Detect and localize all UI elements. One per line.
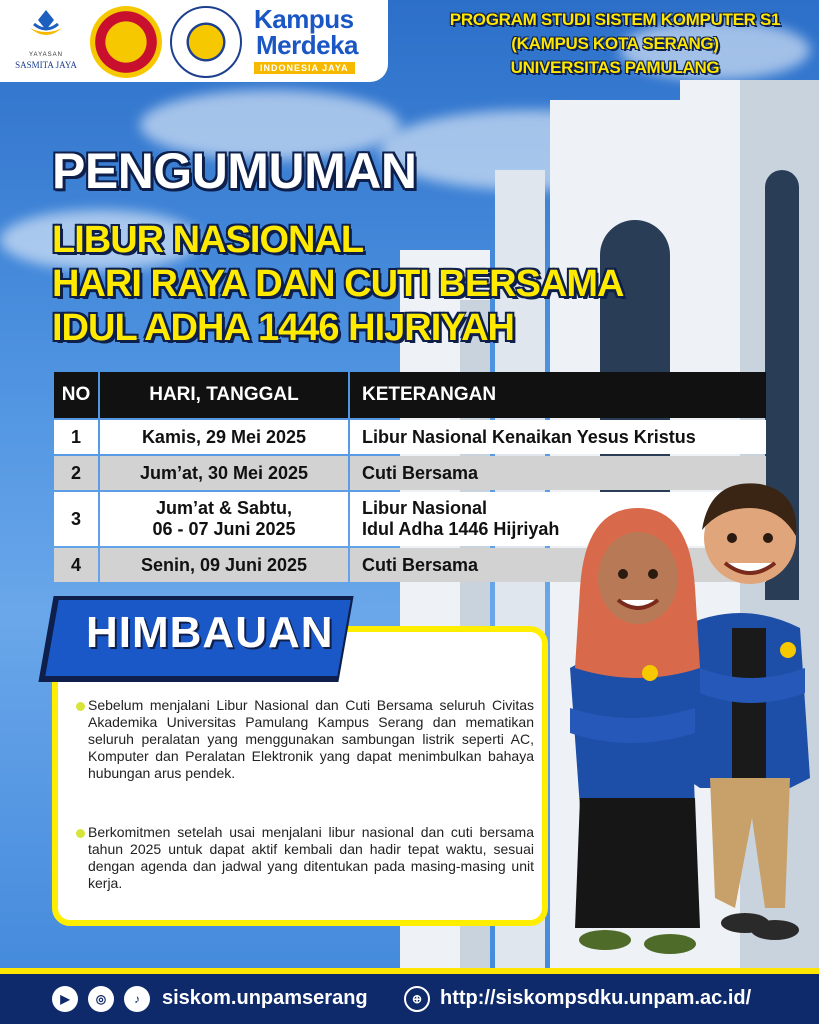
header-date: HARI, TANGGAL bbox=[100, 372, 348, 418]
yayasan-label: YAYASAN bbox=[28, 52, 63, 58]
kampus-text: Kampus bbox=[254, 4, 354, 34]
bullet-icon bbox=[76, 829, 85, 838]
unpam-logo bbox=[90, 6, 162, 78]
subtitle-line: IDUL ADHA 1446 HIJRIYAH bbox=[52, 307, 515, 349]
tiktok-icon[interactable]: ♪ bbox=[124, 986, 150, 1012]
yayasan-emblem-icon bbox=[28, 8, 64, 44]
row-date-line: Jum’at & Sabtu, bbox=[155, 498, 293, 518]
merdeka-text: Merdeka bbox=[256, 30, 358, 60]
himbauan-title: HIMBAUAN bbox=[86, 608, 334, 657]
row-no: 3 bbox=[54, 492, 98, 546]
row-desc: Cuti Bersama bbox=[350, 548, 766, 582]
himbauan-point: Berkomitmen setelah usai menjalani libur nasional dan cuti bersama tahun 2025 untuk dapat aktif kembali dan hadir tepat waktu, sesuai dengan agenda dan jadwal yang ditentukan pada masing-masing unit kerja. bbox=[88, 824, 534, 891]
row-date bbox=[100, 492, 348, 546]
globe-icon: ⊕ bbox=[404, 986, 430, 1012]
program-title bbox=[420, 8, 810, 80]
yayasan-name: SASMITA JAYA bbox=[15, 60, 77, 70]
subtitle-line: HARI RAYA DAN CUTI BERSAMA bbox=[52, 263, 624, 305]
kampus-merdeka-logo bbox=[254, 6, 384, 76]
himbauan-banner bbox=[46, 596, 348, 684]
row-desc-line: Idul Adha 1446 Hijriyah bbox=[362, 519, 560, 539]
row-date: Senin, 09 Juni 2025 bbox=[100, 548, 348, 582]
table-row bbox=[54, 420, 766, 454]
himbauan-point: Sebelum menjalani Libur Nasional dan Cuti Bersama seluruh Civitas Akademika Universitas Pamulang Kampus Serang dan mematikan seluruh peralatan yang menggunakan sambungan listrik seperti AC, Komputer dan Peralatan Elektronik yang dapat menimbulkan bahaya hubungan arus pendek. bbox=[88, 697, 534, 781]
website-link[interactable]: http://siskompsdku.unpam.ac.id/ bbox=[440, 987, 752, 1009]
header-no: NO bbox=[54, 372, 98, 418]
social-handle[interactable]: siskom.unpamserang bbox=[162, 987, 368, 1009]
table-header-row bbox=[54, 372, 766, 418]
row-no: 1 bbox=[54, 420, 98, 454]
program-line: (KAMPUS KOTA SERANG) bbox=[511, 34, 719, 53]
page-title: PENGUMUMAN bbox=[52, 143, 417, 199]
row-desc: Cuti Bersama bbox=[350, 456, 766, 490]
indonesia-jaya-tag: INDONESIA JAYA bbox=[254, 62, 355, 74]
student-characters-illustration bbox=[560, 478, 819, 968]
row-no: 2 bbox=[54, 456, 98, 490]
row-date: Kamis, 29 Mei 2025 bbox=[100, 420, 348, 454]
subtitle-line: LIBUR NASIONAL bbox=[52, 219, 364, 261]
row-desc-line: Libur Nasional bbox=[362, 498, 488, 518]
row-no: 4 bbox=[54, 548, 98, 582]
header-logo-bar bbox=[0, 0, 388, 82]
bullet-icon bbox=[76, 702, 85, 711]
instagram-icon[interactable]: ◎ bbox=[88, 986, 114, 1012]
program-line: UNIVERSITAS PAMULANG bbox=[510, 58, 720, 77]
prodi-logo bbox=[170, 6, 242, 78]
program-line: PROGRAM STUDI SISTEM KOMPUTER S1 bbox=[449, 10, 781, 29]
yayasan-logo bbox=[10, 8, 82, 76]
row-date: Jum’at, 30 Mei 2025 bbox=[100, 456, 348, 490]
header-desc: KETERANGAN bbox=[350, 372, 766, 418]
row-date-line: 06 - 07 Juni 2025 bbox=[152, 519, 296, 539]
youtube-icon[interactable]: ▶ bbox=[52, 986, 78, 1012]
row-desc: Libur Nasional Kenaikan Yesus Kristus bbox=[350, 420, 766, 454]
